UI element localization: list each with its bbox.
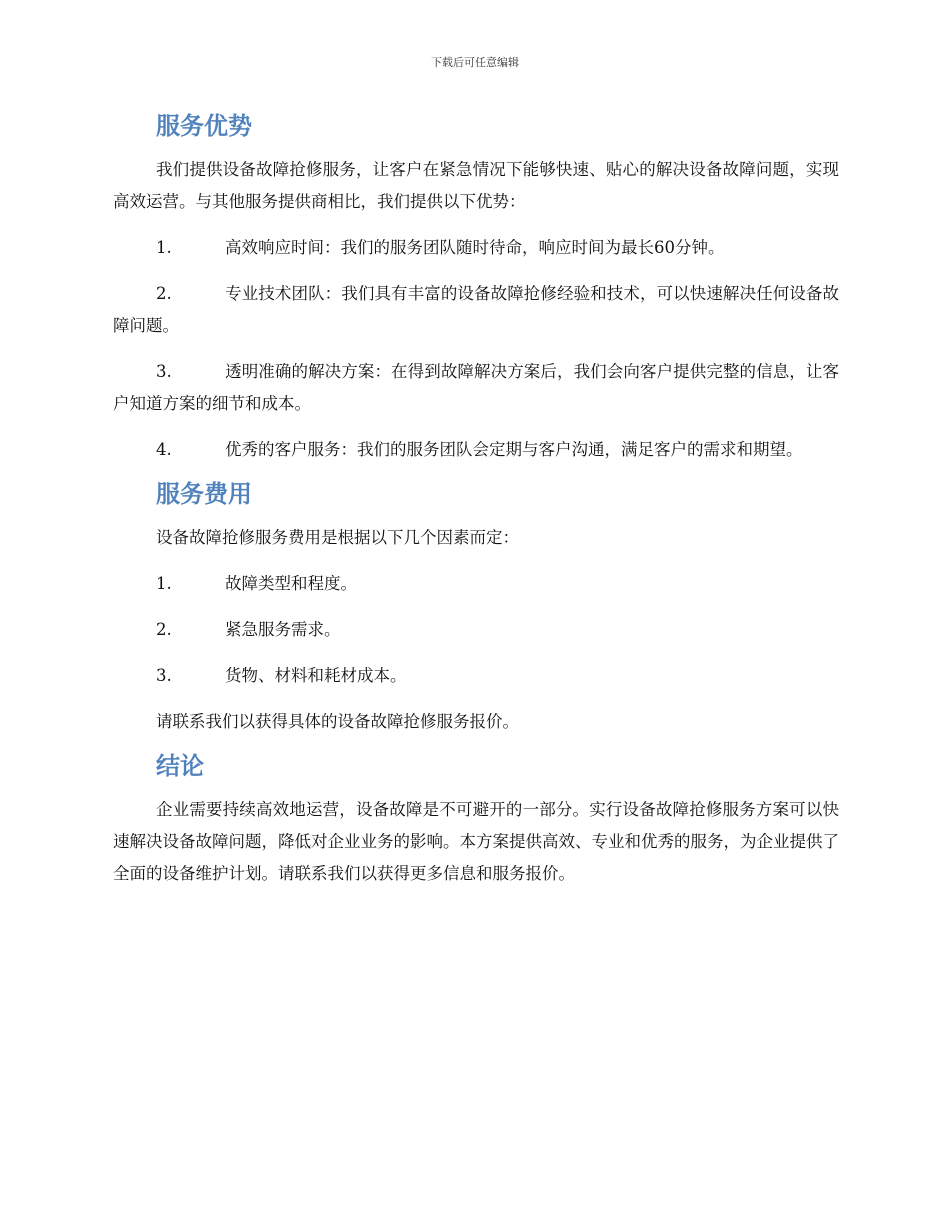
advantages-intro: 我们提供设备故障抢修服务，让客户在紧急情况下能够快速、贴心的解决设备故障问题，实现高效运营。与其他服务提供商相比，我们提供以下优势： [113,160,839,211]
list-item-number: 4. [156,440,172,459]
list-item [113,660,839,692]
list-item [113,568,839,600]
list-item-number: 1. [156,574,172,593]
list-item [113,356,839,420]
fees-intro: 设备故障抢修服务费用是根据以下几个因素而定： [156,528,519,547]
header-note: 下载后可任意编辑 [431,56,519,69]
list-item [113,434,839,466]
list-item-number: 2. [156,620,172,639]
list-item-text: 透明准确的解决方案：在得到故障解决方案后，我们会向客户提供完整的信息，让客户知道方案的细节和成本。 [113,362,839,413]
list-item-text: 故障类型和程度。 [225,574,357,593]
section-title-fees: 服务费用 [156,480,252,508]
list-item-text: 优秀的客户服务：我们的服务团队会定期与客户沟通，满足客户的需求和期望。 [225,440,803,459]
list-item-text: 专业技术团队：我们具有丰富的设备故障抢修经验和技术，可以快速解决任何设备故障问题。 [113,284,839,335]
list-item-text: 紧急服务需求。 [225,620,341,639]
document-content [113,108,839,890]
list-item-text: 货物、材料和耗材成本。 [225,666,407,685]
list-item [113,614,839,646]
section-title-conclusion: 结论 [156,752,204,780]
section-title-advantages: 服务优势 [156,112,252,140]
fees-outro: 请联系我们以获得具体的设备故障抢修服务报价。 [156,712,519,731]
list-item [113,278,839,342]
list-item-number: 2. [156,284,172,303]
list-item-text: 高效响应时间：我们的服务团队随时待命，响应时间为最长60分钟。 [225,238,725,257]
conclusion-body: 企业需要持续高效地运营，设备故障是不可避开的一部分。实行设备故障抢修服务方案可以快速解决设备故障问题，降低对企业业务的影响。本方案提供高效、专业和优秀的服务，为企业提供了全面的设备维护计划。请联系我们以获得更多信息和服务报价。 [113,800,839,883]
list-item [113,232,839,264]
list-item-number: 1. [156,238,172,257]
list-item-number: 3. [156,362,172,381]
list-item-number: 3. [156,666,172,685]
